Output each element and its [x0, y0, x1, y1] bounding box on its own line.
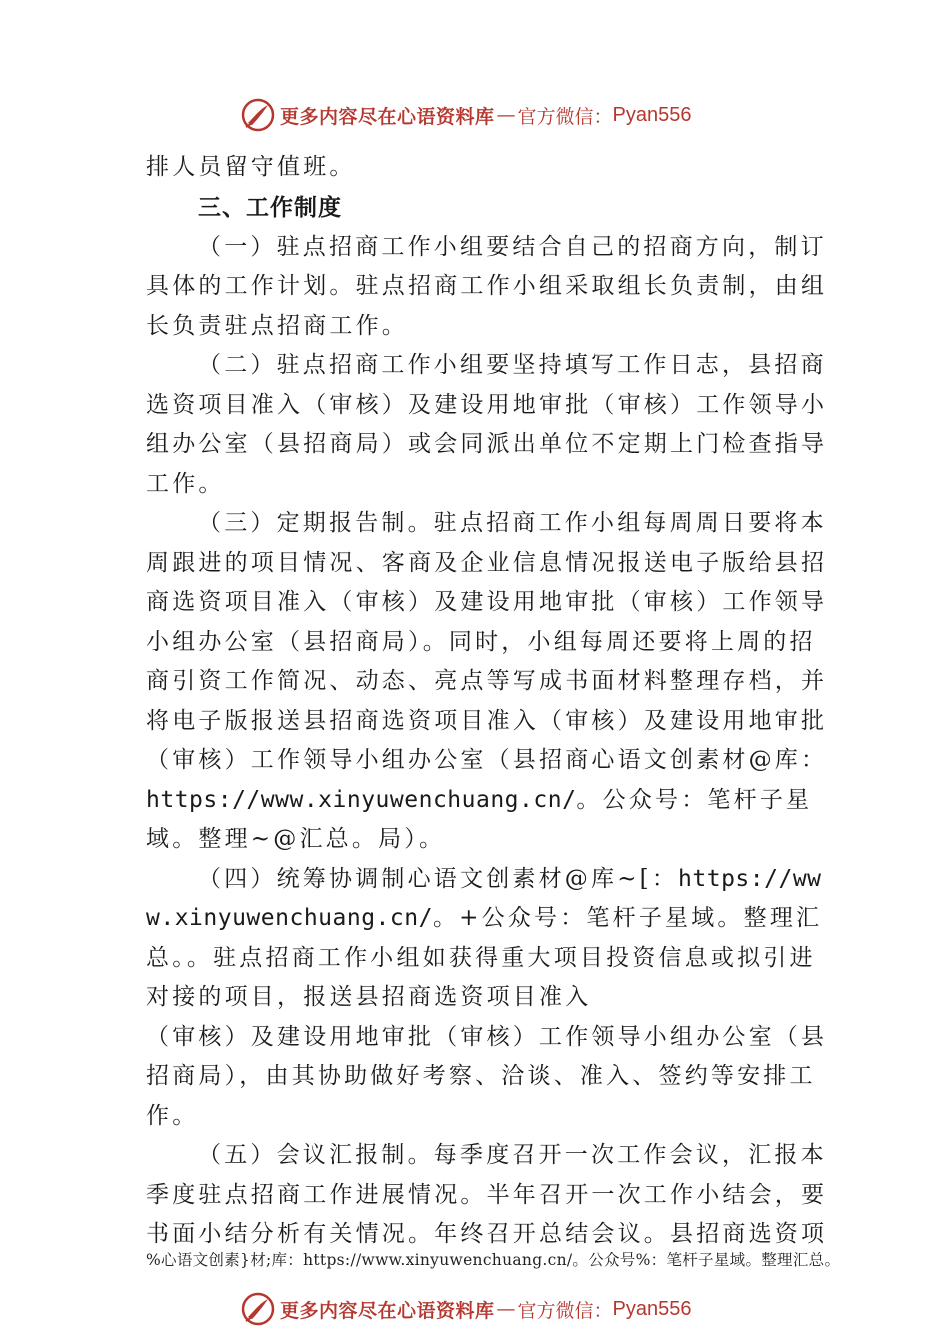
watermark-banner-top	[240, 96, 692, 134]
brush-logo-icon	[240, 1291, 276, 1327]
watermark-banner-bottom	[240, 1290, 692, 1328]
banner-wechat-id: Pyan556	[612, 1297, 692, 1320]
paragraph-4	[146, 860, 836, 1018]
footer-watermark-note: %心语文创素}材;库：https://www.xinyuwenchuang.cn/。公众号%：笔杆子星域。整理汇总。	[146, 1251, 841, 1269]
banner-wechat-label: 官方微信：	[517, 1299, 613, 1322]
paragraph-3-url: https://www.xinyuwenchuang.cn/	[146, 786, 577, 813]
paragraph-5: （五）会议汇报制。每季度召开一次工作会议，汇报本季度驻点招商工作进展情况。半年召开一次工作小结会，要书面小结分析有关情况。年终召开总结会议。县招商选资项	[146, 1142, 828, 1247]
paragraph-4-tail: 。+公众号：笔杆子星域。整理汇总。。驻点招商工作小组如获得重大项目投资信息或拟引进对接的项目，报送县招商选资项目准入	[146, 905, 823, 1010]
leftover-line: 排人员留守值班。	[146, 154, 356, 180]
paragraph-2: （二）驻点招商工作小组要坚持填写工作日志，县招商选资项目准入（审核）及建设用地审批（审核）工作领导小组办公室（县招商局）或会同派出单位不定期上门检查指导工作。	[146, 352, 828, 497]
banner-wechat-id: Pyan556	[612, 103, 692, 126]
banner-separator: —	[496, 104, 516, 126]
section-heading: 三、工作制度	[198, 194, 342, 221]
banner-wechat-label: 官方微信：	[517, 105, 613, 128]
paragraph-4-continued: （审核）及建设用地审批（审核）工作领导小组办公室（县招商局），由其协助做好考察、洽谈、准入、签约等安排工作。	[146, 1023, 828, 1129]
banner-separator: —	[496, 1298, 516, 1320]
paragraph-1: （一）驻点招商工作小组要结合自己的招商方向，制订具体的工作计划。驻点招商工作小组采取组长负责制，由组长负责驻点招商工作。	[146, 233, 828, 339]
paragraph-3-tail: 。公众号：笔杆子星域。整理~@汇总。局）。	[146, 786, 813, 852]
banner-main-text: 更多内容尽在心语资料库	[280, 105, 495, 128]
paragraph-4-text: （四）统筹协调制心语文创素材@库~[：	[198, 865, 679, 892]
banner-main-text: 更多内容尽在心语资料库	[280, 1299, 495, 1322]
paragraph-3	[146, 504, 836, 860]
paragraph-4-url-2: www.xinyuwenchuang.cn/	[146, 865, 822, 931]
paragraph-4-url-1: https://	[678, 865, 793, 892]
brush-logo-icon	[240, 97, 276, 133]
paragraph-3-text: （三）定期报告制。驻点招商工作小组每周周日要将本周跟进的项目情况、客商及企业信息情况报送电子版给县招商选资项目准入（审核）及建设用地审批（审核）工作领导小组办公室（县招商局）。同时，小组每周还要将上周的招商引资工作简况、动态、亮点等写成书面材料整理存档，并将电子版报送县招商选资项目准入（审核）及建设用地审批（审核）工作领导小组办公室（县招商心语文创素材@库：	[146, 510, 828, 773]
document-body	[146, 148, 836, 1255]
